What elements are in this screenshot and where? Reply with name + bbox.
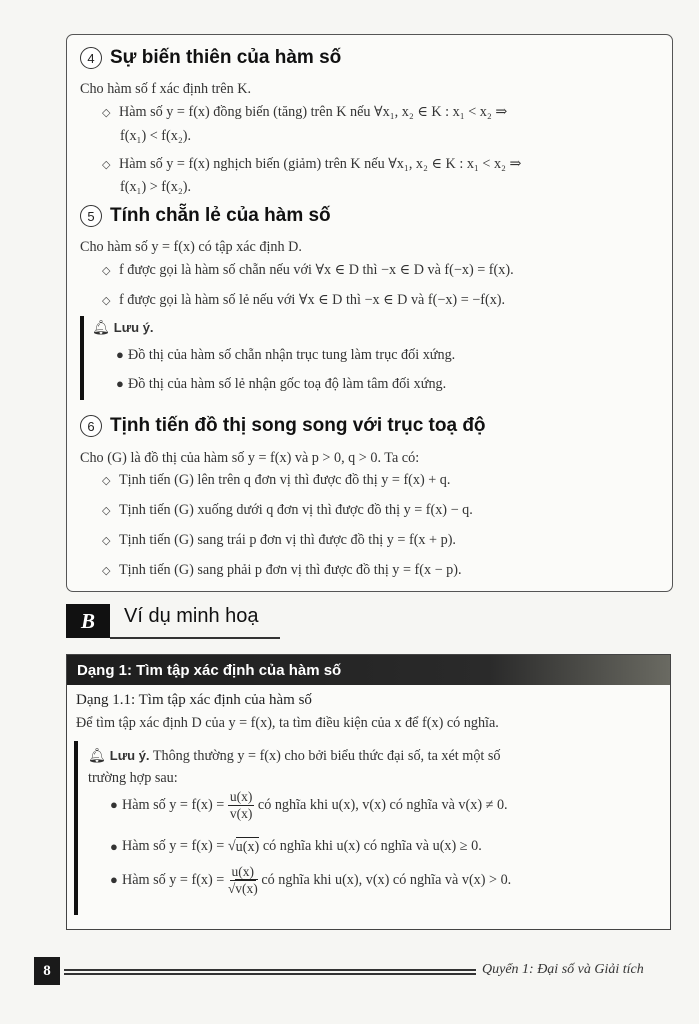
note-heading: 🔔︎ Lưu ý. Thông thường y = f(x) cho bởi biểu thức đại số, ta xét một số [88, 748, 501, 764]
list-item: ◇ Tịnh tiến (G) sang phải p đơn vị thì được đồ thị y = f(x − p). [102, 562, 462, 578]
note-heading: 🔔︎ Lưu ý. [92, 320, 154, 336]
note-item: ● Đồ thị của hàm số lẻ nhận gốc toạ độ làm tâm đối xứng. [116, 376, 447, 392]
list-item: ◇ f được gọi là hàm số chẵn nếu với ∀x ∈ D thì −x ∈ D và f(−x) = f(x). [102, 262, 514, 278]
section-intro: Cho (G) là đồ thị của hàm số y = f(x) và p > 0, q > 0. Ta có: [80, 450, 420, 466]
diamond-bullet-icon: ◇ [102, 534, 111, 547]
fraction: $\frac{u(x)}{v(x)}$ [229, 789, 253, 821]
note-text: trường hợp sau: [88, 770, 178, 786]
note-item: ● Đồ thị của hàm số chẵn nhận trục tung làm trục đối xứng. [116, 347, 456, 363]
note-item: ● Hàm số y = f(x) = $\frac{u(x)}{√v(x)}$ có nghĩa khi u(x), v(x) có nghĩa và v(x) > 0. [110, 864, 512, 896]
diamond-bullet-icon: ◇ [102, 474, 111, 487]
bell-icon: 🔔︎ [88, 748, 106, 764]
section-number: 6 [80, 415, 102, 437]
list-item: ◇ Hàm số y = f(x) đồng biến (tăng) trên K nếu ∀x₁, x₂ ∈ K : x₁ < x₂ ⇒ [102, 104, 508, 120]
section-title: Sự biến thiên của hàm số [110, 47, 342, 68]
list-item-continued: f(x₁) > f(x₂). [120, 179, 192, 195]
note-item: ● Hàm số y = f(x) = √ u(x) có nghĩa khi u(x) có nghĩa và u(x) ≥ 0. [110, 838, 482, 855]
book-title: Quyển 1: Đại số và Giải tích [482, 962, 644, 977]
bullet-icon: ● [116, 347, 124, 362]
subsection-intro: Để tìm tập xác định D của y = f(x), ta tìm điều kiện của x để f(x) có nghĩa. [76, 715, 499, 731]
section-6-heading [80, 415, 486, 437]
bullet-icon: ● [116, 376, 124, 391]
section-intro: Cho hàm số f xác định trên K. [80, 81, 252, 97]
diamond-bullet-icon: ◇ [102, 106, 111, 119]
diamond-bullet-icon: ◇ [102, 504, 111, 517]
fraction: $\frac{u(x)}{√v(x)}$ [227, 864, 258, 896]
list-item: ◇ Tịnh tiến (G) xuống dưới q đơn vị thì được đồ thị y = f(x) − q. [102, 502, 473, 518]
bullet-icon: ● [110, 838, 118, 854]
page-number: 8 [34, 957, 60, 985]
bullet-icon: ● [110, 797, 118, 813]
part-underline [110, 637, 280, 639]
section-4-heading [80, 47, 341, 69]
diamond-bullet-icon: ◇ [102, 264, 111, 277]
section-title: Tính chẵn lẻ của hàm số [110, 205, 331, 226]
diamond-bullet-icon: ◇ [102, 564, 111, 577]
section-intro: Cho hàm số y = f(x) có tập xác định D. [80, 239, 302, 255]
list-item: ◇ f được gọi là hàm số lẻ nếu với ∀x ∈ D thì −x ∈ D và f(−x) = −f(x). [102, 292, 506, 308]
diamond-bullet-icon: ◇ [102, 294, 111, 307]
diamond-bullet-icon: ◇ [102, 158, 111, 171]
subsection-title: Dạng 1.1: Tìm tập xác định của hàm số [76, 692, 312, 708]
bullet-icon: ● [110, 872, 118, 888]
part-badge: B [66, 604, 110, 638]
part-title: Ví dụ minh hoạ [124, 605, 259, 627]
bell-icon: 🔔︎ [92, 320, 110, 336]
list-item: ◇ Tịnh tiến (G) sang trái p đơn vị thì được đồ thị y = f(x + p). [102, 532, 456, 548]
example-box-header: Dạng 1: Tìm tập xác định của hàm số [67, 655, 670, 685]
section-5-heading [80, 205, 331, 227]
list-item: ◇ Tịnh tiến (G) lên trên q đơn vị thì được đồ thị y = f(x) + q. [102, 472, 451, 488]
section-number: 4 [80, 47, 102, 69]
note-item: ● Hàm số y = f(x) = $\frac{u(x)}{v(x)}$ có nghĩa khi u(x), v(x) có nghĩa và v(x) ≠ 0. [110, 789, 508, 821]
section-number: 5 [80, 205, 102, 227]
list-item: ◇ Hàm số y = f(x) nghịch biến (giảm) trên K nếu ∀x₁, x₂ ∈ K : x₁ < x₂ ⇒ [102, 156, 522, 172]
footer-rule [64, 973, 476, 975]
footer-rule [64, 969, 476, 971]
list-item-continued: f(x₁) < f(x₂). [120, 128, 192, 144]
note-bar [74, 741, 78, 915]
section-title: Tịnh tiến đồ thị song song với trục toạ độ [110, 415, 486, 436]
note-bar [80, 316, 84, 400]
